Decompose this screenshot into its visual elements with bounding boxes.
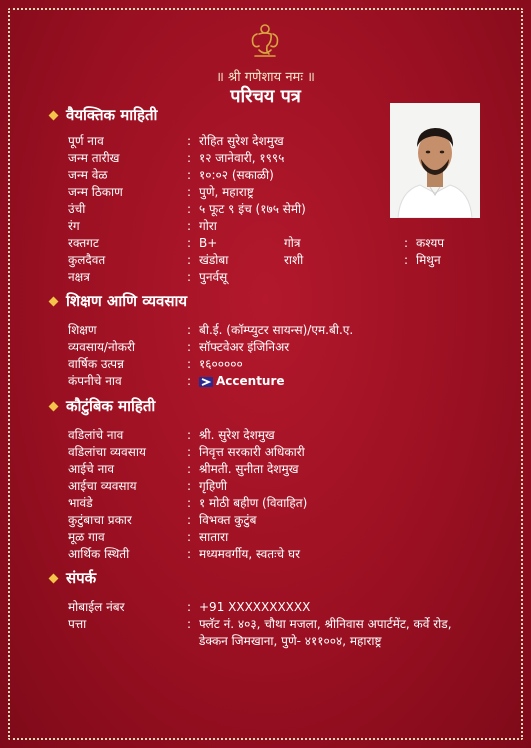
field-value: विभक्त कुटुंब <box>199 513 257 527</box>
field-value: मिथुन <box>416 253 441 267</box>
section-title: शिक्षण आणि व्यवसाय <box>66 292 188 310</box>
field-label: गोत्र <box>284 236 301 250</box>
accenture-logo-icon <box>199 377 213 387</box>
field-label: जन्म वेळ <box>68 168 108 182</box>
diamond-bullet-icon <box>49 401 59 411</box>
field-value: १२ जानेवारी, १९९५ <box>199 151 285 165</box>
field-label: उंची <box>68 202 86 216</box>
field-value: गृहिणी <box>199 479 228 493</box>
section-contact-heading <box>50 568 96 588</box>
colon: : <box>187 323 192 337</box>
diamond-bullet-icon <box>49 573 59 583</box>
field-value: रोहित सुरेश देशमुख <box>199 134 284 148</box>
colon: : <box>187 428 192 442</box>
field-label: नक्षत्र <box>68 270 90 284</box>
section-title: वैयक्तिक माहिती <box>66 106 158 124</box>
field-label: आईचे नाव <box>68 462 115 476</box>
colon: : <box>187 496 192 510</box>
field-value: पुनर्वसू <box>199 270 228 284</box>
section-title: संपर्क <box>66 569 97 587</box>
colon: : <box>187 185 192 199</box>
field-label: रंग <box>68 219 80 233</box>
field-value: ५ फूट ९ इंच (१७५ सेमी) <box>199 202 306 216</box>
company-value <box>199 373 285 389</box>
field-label: कुटुंबाचा प्रकार <box>68 513 132 527</box>
colon: : <box>187 600 192 614</box>
colon: : <box>187 617 192 631</box>
colon: : <box>187 445 192 459</box>
colon: : <box>187 340 192 354</box>
profile-photo <box>390 103 480 218</box>
phone-value: +91 XXXXXXXXXX <box>199 600 311 614</box>
field-label: राशी <box>284 253 304 267</box>
field-label: रक्तगट <box>68 236 99 250</box>
field-value: १०:०२ (सकाळी) <box>199 168 274 182</box>
section-education-heading <box>50 291 187 311</box>
field-label: वार्षिक उत्पन्न <box>68 357 124 371</box>
field-label: कुलदैवत <box>68 253 106 267</box>
colon: : <box>187 462 192 476</box>
field-label: आर्थिक स्थिती <box>68 547 130 561</box>
field-value: निवृत्त सरकारी अधिकारी <box>199 445 305 459</box>
field-value: खंडोबा <box>199 253 229 267</box>
address-line-1: फ्लॅट नं. ४०३, चौथा मजला, श्रीनिवास अपार्टमेंट, कर्वे रोड, <box>199 617 452 631</box>
field-label: मूळ गाव <box>68 530 105 544</box>
colon: : <box>404 236 409 250</box>
field-label: आईचा व्यवसाय <box>68 479 137 493</box>
address-line-2: डेक्कन जिमखाना, पुणे- ४११००४, महाराष्ट्र <box>199 634 382 648</box>
field-value: B+ <box>199 236 218 250</box>
invocation-text: ॥ श्री गणेशाय नमः ॥ <box>216 70 315 85</box>
field-value: सॉफ्टवेअर इंजिनिअर <box>199 340 290 354</box>
field-value: श्रीमती. सुनीता देशमुख <box>199 462 299 476</box>
section-title: कौटुंबिक माहिती <box>66 397 156 415</box>
colon: : <box>187 374 192 388</box>
colon: : <box>187 219 192 233</box>
diamond-bullet-icon <box>49 110 59 120</box>
colon: : <box>187 270 192 284</box>
field-label: वडिलांचा व्यवसाय <box>68 445 146 459</box>
colon: : <box>187 151 192 165</box>
field-label: वडिलांचे नाव <box>68 428 124 442</box>
field-label: पूर्ण नाव <box>68 134 104 148</box>
colon: : <box>404 253 409 267</box>
field-value: १ मोठी बहीण (विवाहित) <box>199 496 308 510</box>
colon: : <box>187 547 192 561</box>
ganesha-icon <box>245 20 285 60</box>
section-personal-heading <box>50 105 157 125</box>
field-value: मध्यमवर्गीय, स्वतःचे घर <box>199 547 300 561</box>
field-label: शिक्षण <box>68 323 97 337</box>
colon: : <box>187 168 192 182</box>
field-label: जन्म ठिकाण <box>68 185 123 199</box>
colon: : <box>187 134 192 148</box>
field-value: कश्यप <box>416 236 445 250</box>
field-value: सातारा <box>199 530 229 544</box>
person-photo-icon <box>390 103 480 218</box>
section-family-heading <box>50 396 155 416</box>
colon: : <box>187 479 192 493</box>
colon: : <box>187 530 192 544</box>
field-label: कंपनीचे नाव <box>68 374 122 388</box>
field-label: पत्ता <box>68 617 87 631</box>
field-label: व्यवसाय/नोकरी <box>68 340 135 354</box>
colon: : <box>187 202 192 216</box>
field-label: मोबाईल नंबर <box>68 600 125 614</box>
colon: : <box>187 357 192 371</box>
colon: : <box>187 513 192 527</box>
field-value: बी.ई. (कॉम्प्युटर सायन्स)/एम.बी.ए. <box>199 323 354 337</box>
diamond-bullet-icon <box>49 296 59 306</box>
field-value: श्री. सुरेश देशमुख <box>199 428 275 442</box>
field-value: पुणे, महाराष्ट्र <box>199 185 254 199</box>
company-name: Accenture <box>216 374 285 388</box>
field-value: गोरा <box>199 219 217 233</box>
page-title: परिचय पत्र <box>230 86 301 107</box>
field-value: १६००००० <box>199 357 243 371</box>
field-label: जन्म तारीख <box>68 151 120 165</box>
colon: : <box>187 236 192 250</box>
colon: : <box>187 253 192 267</box>
field-label: भावंडे <box>68 496 93 510</box>
